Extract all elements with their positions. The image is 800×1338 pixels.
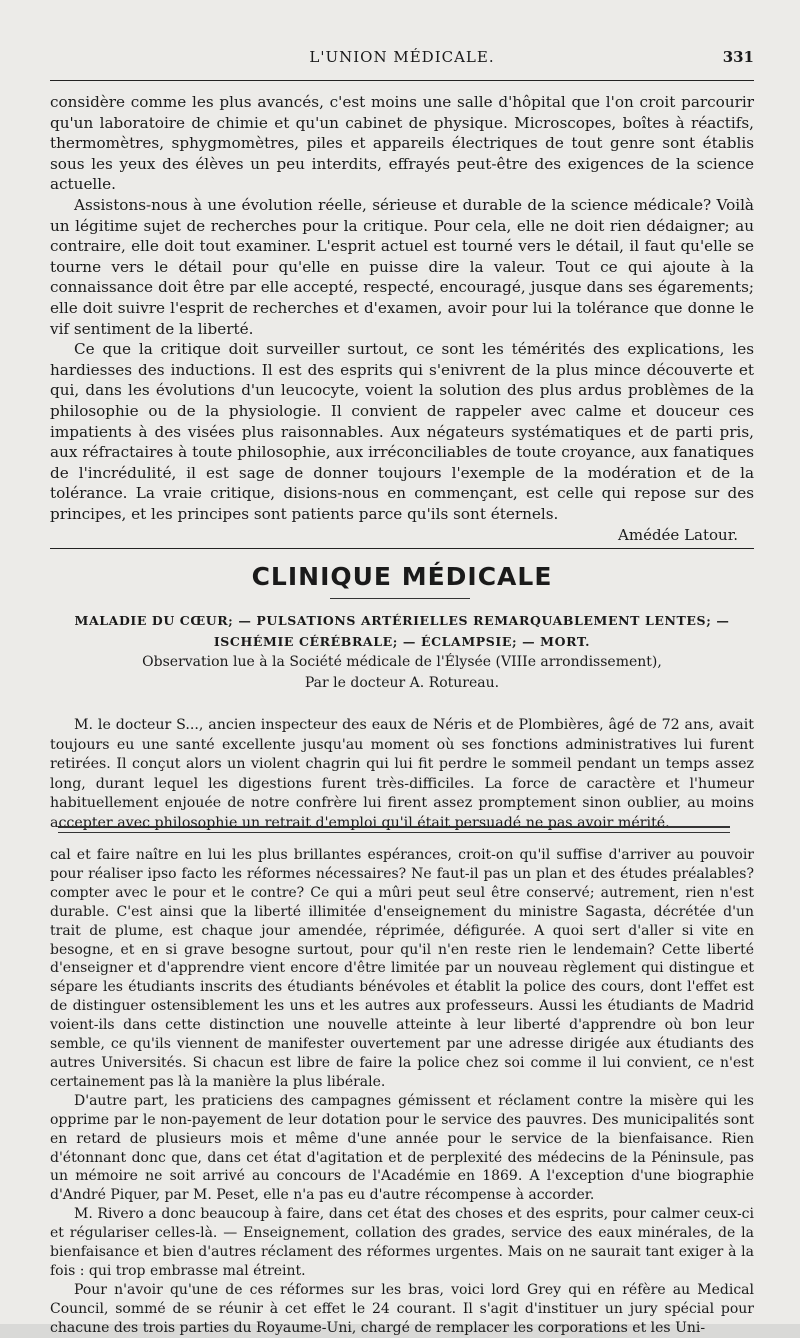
column-paragraph: Pour n'avoir qu'une de ces réformes sur les bras, voici lord Grey qui en réfère au Medical Council, sommé de se réunir à cet effet le 24 courant. Il s'agit d'instituer un jury spécial pour chacune des trois parties du Royaume-Uni, chargé de remplacer les corporations et les Uni- bbox=[50, 1281, 754, 1336]
case-title-line: ISCHÉMIE CÉRÉBRALE; — ÉCLAMPSIE; — MORT. bbox=[213, 634, 591, 649]
running-header bbox=[50, 48, 754, 72]
column-paragraph: cal et faire naître en lui les plus brillantes espérances, croit-on qu'il suffise d'arriver au pouvoir pour réaliser ipso facto les réformes nécessaires? Ne faut-il pas un plan et des études préalables? compter avec le pour et le contre? Ce qui a mûri peut seul être conservé; autrement, rien n'est durable. C'est ainsi que la liberté illimitée d'enseignement du ministre Sagasta, décrétée d'un trait de plume, est chaque jour amendée, réprimée, défigurée. A quoi sert d'aller si vite en besogne, et en si grave besogne surtout, pour qu'il n'en reste rien le lendemain? Cette liberté d'enseigner et d'apprendre vient encore d'être limitée par un nouveau règlement qui distingue et sépare les étudiants inscrits des étudiants bénévoles et établit la police des cours, dont l'effet est de distinguer ostensiblement les uns et les autres aux professeurs. Aussi les étudiants de Madrid voient-ils dans cette distinction une nouvelle atteinte à leur liberté d'apprendre où bon leur semble, ce qu'ils viennent de manifester ouvertement par une adresse dirigée aux étudiants des autres Universités. Si chacun est libre de faire la police chez soi comme il lui convient, ce n'est certainement pas là la manière la plus libérale. bbox=[50, 847, 754, 1090]
column-paragraph: M. Rivero a donc beaucoup à faire, dans cet état des choses et des esprits, pour calmer ceux-ci et régulariser celles-là. — Enseignement, collation des grades, service des eaux minérales, de la bienfaisance et bien d'autres réclament des réformes urgentes. Mais on ne saurait tant exiger à la fois : qui trop embrasse mal étreint. bbox=[50, 1206, 754, 1279]
author-signature: Amédée Latour. bbox=[618, 526, 738, 545]
section-title: CLINIQUE MÉDICALE bbox=[251, 562, 553, 591]
title-underline bbox=[330, 598, 470, 599]
running-title: L'UNION MÉDICALE. bbox=[309, 48, 495, 66]
case-paragraph: M. le docteur S..., ancien inspecteur des eaux de Néris et de Plombières, âgé de 72 ans, avait toujours eu une santé excellente jusqu'au moment où ses fonctions administratives lui furent retirées. Il conçut alors un violent chagrin qui lui fit perdre le sommeil pendant un temps assez long, durant lequel les digestions furent très-difficiles. La force de caractère et l'humeur habituellement enjouée de notre confrère lui firent assez promptement sinon oublier, au moins accepter avec philosophie un retrait d'emploi qu'il était persuadé ne pas avoir mérité. bbox=[50, 717, 754, 831]
column-paragraph: D'autre part, les praticiens des campagnes gémissent et réclament contre la misère qui les opprime par le non-payement de leur dotation pour le service des pauvres. Des municipalités sont en retard de plusieurs mois et même d'une année pour le service de la bienfaisance. Rien d'étonnant donc que, dans cet état d'agitation et de perplexité des médecins de la Péninsule, pas un mémoire ne soit arrivé au concours de l'Académie en 1869. A l'exception d'une biographie d'André Piquer, par M. Peset, elle n'a pas eu d'autre récompense à accorder. bbox=[50, 1092, 754, 1204]
case-heading bbox=[50, 610, 754, 694]
lower-column bbox=[50, 846, 754, 1338]
case-author: Par le docteur A. Rotureau. bbox=[304, 675, 500, 691]
feuilleton-rule bbox=[58, 826, 730, 833]
observation-note: Observation lue à la Société médicale de l'Élysée (VIIIe arrondissement), bbox=[142, 654, 662, 670]
page-number: 331 bbox=[722, 48, 754, 66]
article-paragraph: Assistons-nous à une évolution réelle, sérieuse et durable de la science médicale? Voilà un légitime sujet de recherches pour la critique. Pour cela, elle ne doit rien dédaigner; au contraire, elle doit tout examiner. L'esprit actuel est tourné vers le détail, il faut qu'elle se tourne vers le détail pour qu'elle en puisse dire la valeur. Tout ce qui ajoute à la connaissance doit être par elle accepté, respecté, encouragé, jusque dans ses égarements; elle doit suivre l'esprit de recherches et d'examen, avoir pour lui la tolérance que donne le vif sentiment de la liberté. bbox=[50, 195, 754, 338]
case-title-line: MALADIE DU CŒUR; — PULSATIONS ARTÉRIELLES REMARQUABLEMENT LENTES; — bbox=[74, 613, 730, 628]
header-rule bbox=[50, 80, 754, 81]
article-end bbox=[50, 92, 754, 546]
article-paragraph: considère comme les plus avancés, c'est moins une salle d'hôpital que l'on croit parcourir qu'un laboratoire de chimie et qu'un cabinet de physique. Microscopes, boîtes à réactifs, thermomètres, sphygmomètres, piles et appareils électriques de tout genre sont établis sous les yeux des élèves un peu interdits, effrayés peut-être des exigences de la science actuelle. bbox=[50, 93, 754, 194]
section-rule bbox=[50, 548, 754, 549]
case-intro bbox=[50, 716, 754, 834]
article-paragraph: Ce que la critique doit surveiller surtout, ce sont les témérités des explications, les hardiesses des inductions. Il est des esprits qui s'enivrent de la plus mince découverte et qui, dans les évolutions d'un leucocyte, voient la solution des plus ardus problèmes de la philosophie ou de la physiologie. Il convient de rappeler avec calme et douceur ces impatients à des visées plus raisonnables. Aux négateurs systématiques et de parti pris, aux réfractaires à toute philosophie, aux irréconciliables de toute croyance, aux fanatiques de l'incrédulité, il est sage de donner toujours l'exemple de la modération et de la tolérance. La vraie critique, disions-nous en commençant, est celle qui repose sur des principes, et les principes sont patients parce qu'ils sont éternels. bbox=[50, 340, 754, 523]
